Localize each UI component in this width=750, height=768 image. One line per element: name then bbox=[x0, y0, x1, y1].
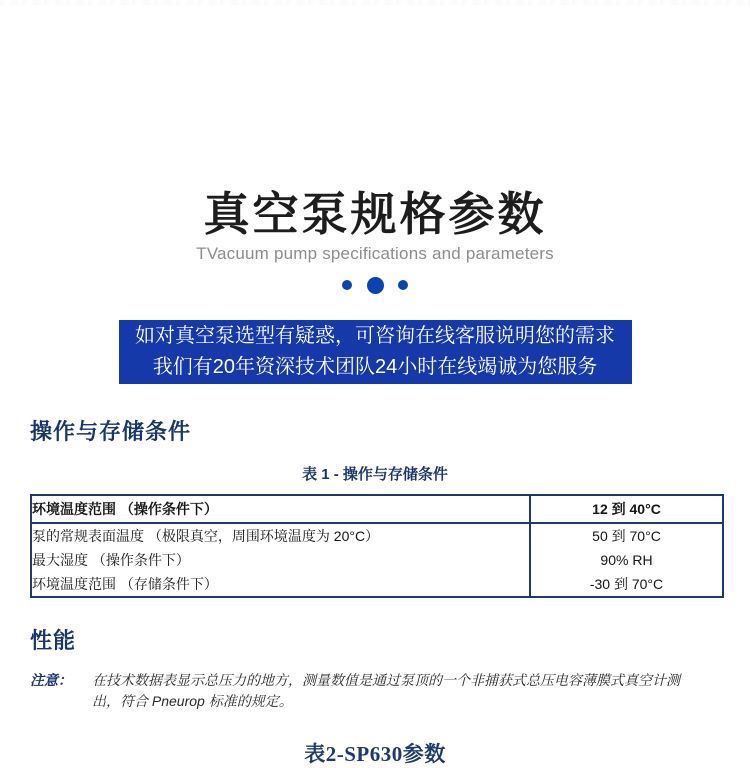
page-subtitle: TVacuum pump specifications and parameters bbox=[196, 243, 554, 263]
table-header-row bbox=[31, 495, 723, 523]
table2-caption: 表2-SP630参数 bbox=[304, 741, 446, 766]
table-header-value: 12 到 40°C bbox=[530, 495, 723, 523]
page-title: 真空泵规格参数 bbox=[203, 188, 547, 240]
dot-icon bbox=[367, 277, 384, 294]
service-banner bbox=[119, 320, 632, 384]
table-row bbox=[31, 523, 723, 548]
table-row-value: 90% RH bbox=[600, 551, 653, 568]
table-header-label: 环境温度范围 （操作条件下） bbox=[31, 495, 530, 523]
table-row bbox=[31, 548, 723, 572]
banner-line-1: 如对真空泵选型有疑惑，可咨询在线客服说明您的需求 bbox=[135, 324, 615, 347]
table-row-value: 50 到 70°C bbox=[592, 527, 661, 544]
table-row-label: 泵的常规表面温度 （极限真空，周围环境温度为 20°C） bbox=[31, 523, 530, 548]
table-row-value: -30 到 70°C bbox=[589, 575, 664, 592]
performance-note bbox=[30, 670, 698, 712]
section-heading-performance: 性能 bbox=[30, 627, 77, 653]
table1-caption: 表 1 - 操作与存储条件 bbox=[302, 465, 448, 483]
table-row-label: 环境温度范围 （存储条件下） bbox=[31, 572, 530, 597]
dot-icon bbox=[398, 280, 408, 290]
section-heading-operating-storage: 操作与存储条件 bbox=[30, 418, 192, 444]
table-row bbox=[31, 572, 723, 597]
banner-line-2: 我们有20年资深技术团队24小时在线竭诚为您服务 bbox=[152, 355, 598, 378]
note-text: 在技术数据表显示总压力的地方，测量数值是通过泵顶的一个非捕获式总压电容薄膜式真空计测出，符合 Pneurop 标准的规定。 bbox=[92, 671, 680, 709]
note-label: 注意： bbox=[30, 671, 72, 688]
dot-icon bbox=[342, 280, 352, 290]
table-row-label: 最大湿度 （操作条件下） bbox=[31, 548, 530, 572]
operating-conditions-table bbox=[30, 494, 724, 598]
decorative-dots bbox=[0, 277, 750, 293]
top-edge-artifact bbox=[0, 0, 750, 5]
